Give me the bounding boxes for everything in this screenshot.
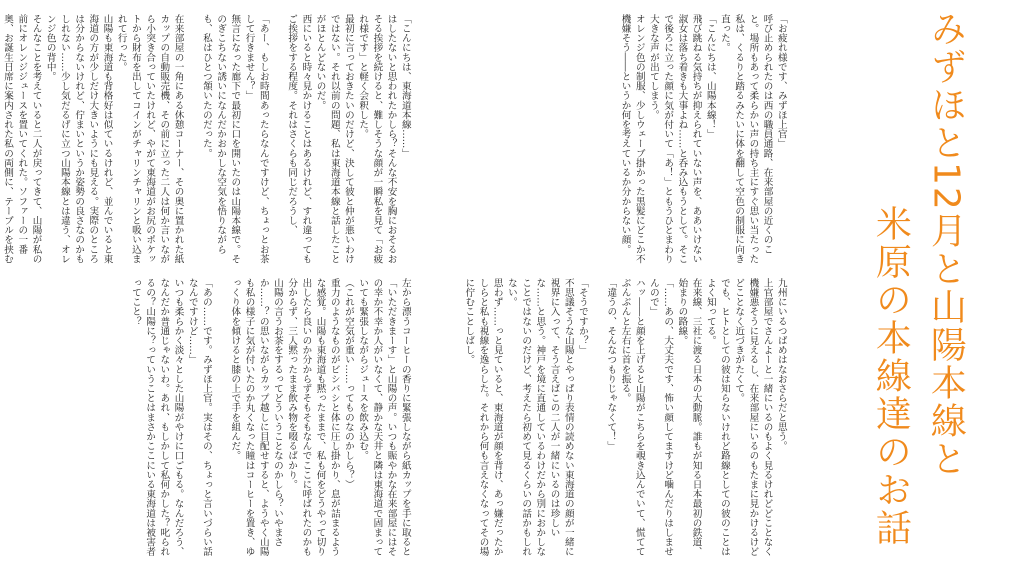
text-block-left-top <box>2 14 426 269</box>
paragraph-7: 左から漂うコーヒーの香りに緊張しながら紙カップを手に取ると「いただきまーす」と山陽の声。いつも賑やかな在来部屋にはその幸か不幸か人がいなくて、静かな天井と隣は東海道で固まっていても緊張しながらジュースを飲み込む。 （これが空気が重い……ってものなのかしら？） 重力のようなものがビシバシと体に圧し掛かり、息が詰まるような感覚。山陽も東海道も黙ったままで、私も何をどうやって切り出したら良いのか分からずそもそもなんでここに呼ばれたのかも分からず、三人黙ったまま飲み物を啜るばかり。 山陽の言うお茶をするってどういうことなのかしら？いやまさか……？の思いながらカップ越しに目配せすると、ようやく山陽も私の様子に気が付いたのか丸くなった瞳はコーヒーを置き、ゆっくり体を傾けると膝の上で手を組んだ。 <box>229 278 411 557</box>
paragraph-1: 「お疲れ様です、みずほ上官」 呼び止められたのは西の職員通路、在来部屋の近くのこと。場所もあって柔らかい声の持ち主にすぐ思い当たった私は、くるりと踏るみたいに体を翻して空色の制服に向き直った。 「こんにちは、山陽本線！」 飛び跳ねる気持ちが抑えられていない声を、ああいけない淑女は落ち着きも大事よね……と呑み込もうとして。そこで後ろに立った顔に気が付いて「あ！」ともうひとまわり大きな声が出てしまう。 オレンジ色の制服、少しウェーブ掛かった黒髪にどこか不機嫌そう――というか何を考えているか分からない顔。 <box>619 14 787 264</box>
text-block-right-top <box>464 14 802 269</box>
paragraph-8: 「あの……です。みずほ上官。実はその、ちょっと言いづらい話なんですけど……」 いつも柔らかく淡々とした山陽がやけに口ごもる。なんだろう、なんだか普通じゃないわ。あれ、もしかして私何かした？叱られるの？山陽に？っていうことはまさかここにいる東海道は被害者ってこと？ <box>129 278 212 557</box>
text-block-right-bottom <box>464 278 802 558</box>
paragraph-3: 「こんにちは、東海道本線……」 はしたないと思われたかしら？そんな不安を胸におそるおそる挨拶を続けると、難しそうな顔が一瞬私を見て「お疲れ様です」と軽く会釈した。 最初に言っておきたいのだけど、決して彼と仲が悪いわけではない。それ以前の問題、私は東海道本線と話したことがほとんどないのだ。 西にいると時々見かけることはあるけれど、すれ違ってもご挨拶をする程度。それはさくらも同じだろうし、 <box>286 14 411 264</box>
paragraph-2: 九州にいるつばめはなおさらだと思う。 上官部屋でさんよーと一緒にいるのもよく見るけれどどことなく機嫌悪そうに見えるし、在来部屋にいるのもたまに見かけるけどどことなく近づきがたくて。 でも、ヒトとしての彼は知らないけれど路線としての彼のことはよく知ってる。 在来線、三社に渡る日本の大動脈。誰もが知る日本最初の鉄道、始まりの路線。 「……あの、大丈夫です、怖い顔してますけど噛んだりはしませんので」 ハッ――と顔を上げると山陽がこちらを覗き込んでいて、慌ててぶんぶんと左右に首を振る。 「違うの、そんなつもりじゃなくて！」 <box>605 278 787 557</box>
title-line-2: 米原の本線達のお話 <box>870 205 912 547</box>
paragraph-5: 在来部屋の一角にある休憩コーナー、その奥に置かれた紙カップの自動販売機、その前に立った二人は何か言いながら小突き合っていたけれど、やがて東海道がお尻のポケットから財布を出してコインがチャリンチャリンと吸い込まれて行った。 山陽も東海道も背格好は似ているけれど、並んでいると東海道の方が少しだけ大きいようにも見える。実際のところは分からないけれど、佇まいというか姿勢の良さなのかもしれない……少し気だるげに立つ山陽本線とは違う、オレンジ色の背中。 そんなことを考えていると二人が戻ってきて、山陽が私の前にオレンジジュースを置いてくれた。ソファーの一番奥、お誕生日席に案内された私の両側に、テーブルを挟む <box>2 14 184 264</box>
text-block-left-bottom <box>60 278 426 558</box>
paragraph-4: 「あー、もしお時間あったらなんですけど、ちょっとお茶して行きません？」 無言になった廊下で最初に口を開いたのは山陽本線で。そのぎこちない誘いになんだかおかしな空気を悟りながらも、私はひとつ頷いたのだった。 <box>200 14 269 264</box>
title-line-1: みずほと12月と山陽本線と <box>925 10 967 478</box>
paragraph-6: 「そうですか？」 不思議そうな山陽とやっぱり表情の読めない東海道の顔が一緒に視界に入って、そう言えばこの二人が一緒にいるのは珍しいな……と思う。神戸を境に直通しているわけだから別におかしなことではないのだけど、考えたら初めて見るくらいの話かもしれない。 思わず……っと見ていると、東海道が顔を背け、あっ嫌だったかしらと私も視線を逸らした。それから何も言えなくなってその場に佇むことしばし。 <box>463 278 588 557</box>
